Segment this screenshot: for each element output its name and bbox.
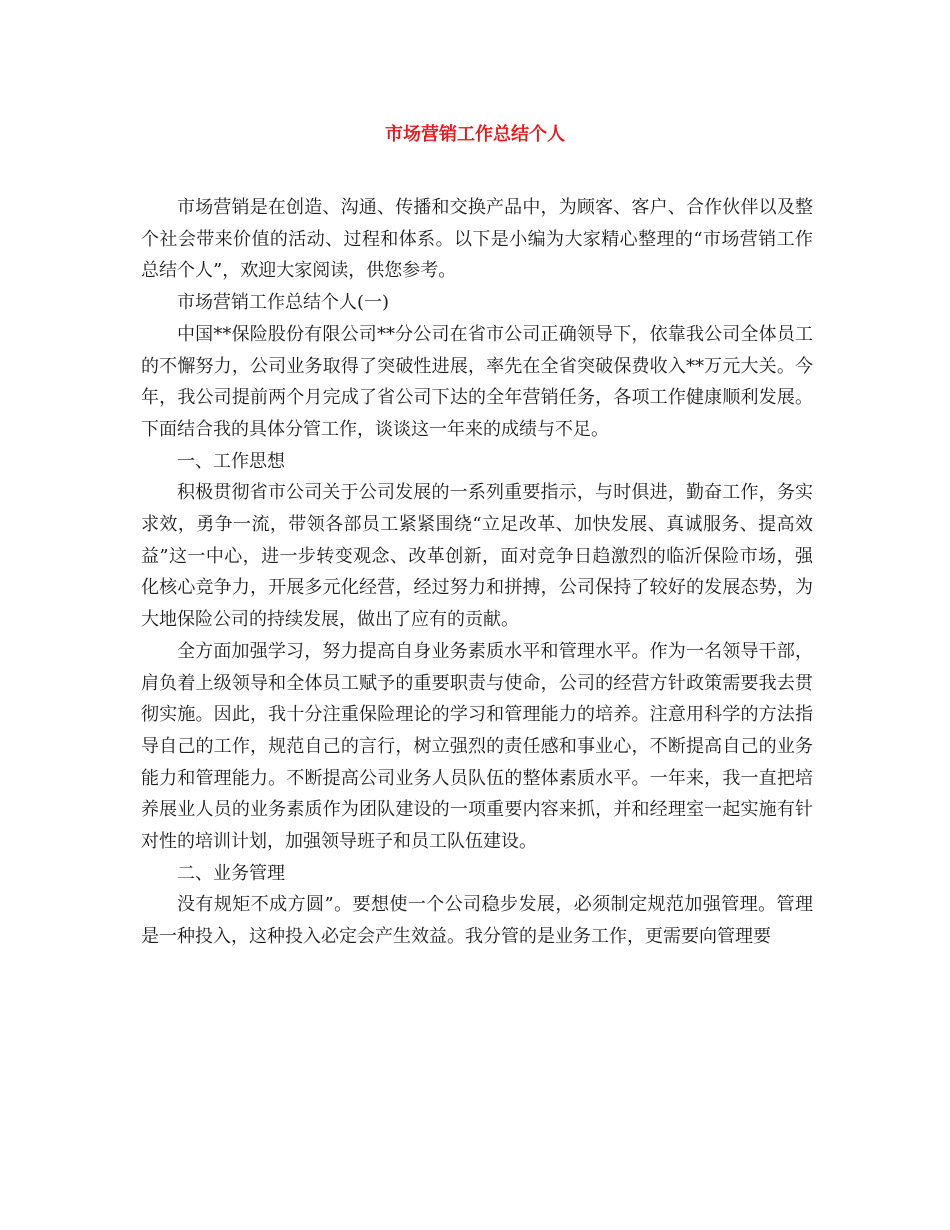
document-body — [141, 192, 813, 953]
body-paragraph: 积极贯彻省市公司关于公司发展的一系列重要指示，与时俱进，勤奋工作，务实求效，勇争一流，带领各部员工紧紧围绕“立足改革、加快发展、真诚服务、提高效益”这一中心，进一步转变观念、改革创新，面对竞争日趋激烈的临沂保险市场，强化核心竞争力，开展多元化经营，经过努力和拼搏，公司保持了较好的发展态势，为大地保险公司的持续发展，做出了应有的贡献。 — [141, 482, 813, 631]
body-paragraph: 中国**保险股份有限公司**分公司在省市公司正确领导下，依靠我公司全体员工的不懈努力，公司业务取得了突破性进展，率先在全省突破保费收入**万元大关。今年，我公司提前两个月完成了省公司下达的全年营销任务，各项工作健康顺利发展。下面结合我的具体分管工作，谈谈这一年来的成绩与不足。 — [141, 323, 813, 440]
section-heading: 二、业务管理 — [177, 862, 285, 884]
section-heading: 市场营销工作总结个人(一) — [177, 292, 390, 314]
section-heading: 一、工作思想 — [177, 450, 285, 472]
body-paragraph: 没有规矩不成方圆”。要想使一个公司稳步发展，必须制定规范加强管理。管理是一种投入，这种投入必定会产生效益。我分管的是业务工作，更需要向管理要 — [141, 894, 813, 948]
intro-paragraph: 市场营销是在创造、沟通、传播和交换产品中，为顾客、客户、合作伙伴以及整个社会带来价值的活动、过程和体系。以下是小编为大家精心整理的“市场营销工作总结个人”，欢迎大家阅读，供您参考。 — [141, 197, 813, 282]
body-paragraph: 全方面加强学习，努力提高自身业务素质水平和管理水平。作为一名领导干部，肩负着上级领导和全体员工赋予的重要职责与使命，公司的经营方针政策需要我去贯彻实施。因此，我十分注重保险理论的学习和管理能力的培养。注意用科学的方法指导自己的工作，规范自己的言行，树立强烈的责任感和事业心，不断提高自己的业务能力和管理能力。不断提高公司业务人员队伍的整体素质水平。一年来，我一直把培养展业人员的业务素质作为团队建设的一项重要内容来抓，并和经理室一起实施有针对性的培训计划，加强领导班子和员工队伍建设。 — [141, 640, 813, 853]
document-title: 市场营销工作总结个人 — [385, 124, 565, 145]
